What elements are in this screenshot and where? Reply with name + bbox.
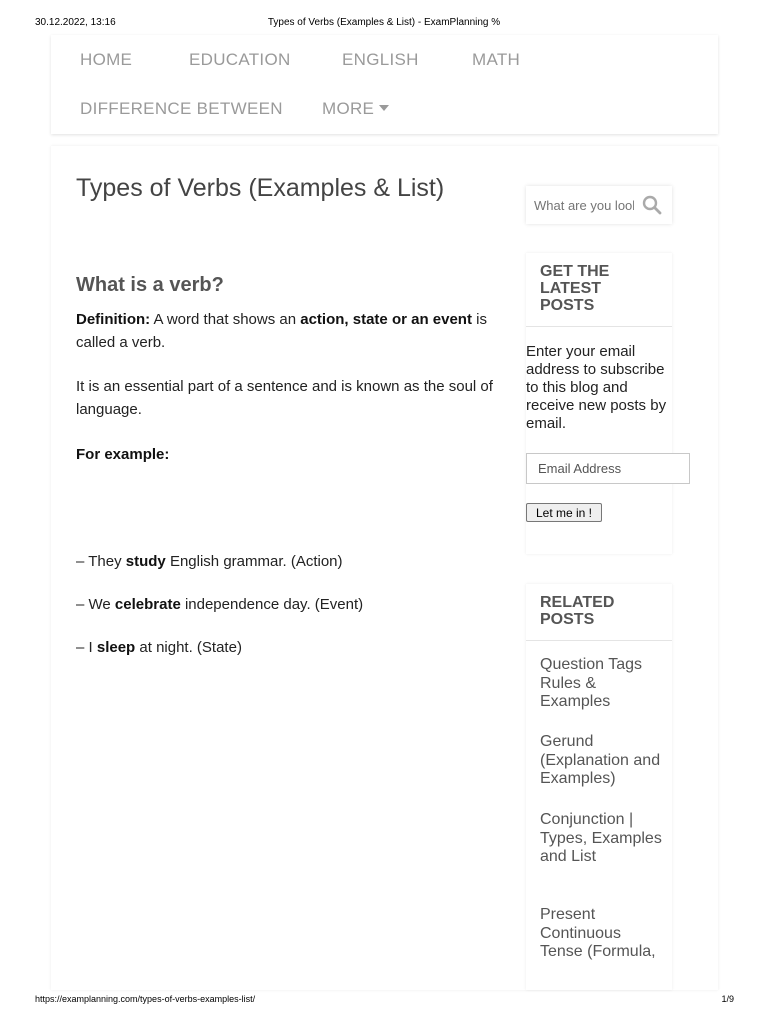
- example-verb: study: [125, 553, 166, 570]
- example-item: [76, 550, 496, 573]
- nav-english[interactable]: ENGLISH: [342, 50, 419, 69]
- example-pre: – We: [76, 596, 115, 613]
- related-title: RELATED POSTS: [526, 584, 672, 641]
- print-header: [0, 17, 768, 31]
- nav-more[interactable]: [322, 99, 389, 119]
- definition-label: Definition:: [76, 311, 151, 328]
- related-link[interactable]: Question Tags Rules & Examples: [540, 656, 642, 710]
- nav-difference-between[interactable]: DIFFERENCE BETWEEN: [80, 99, 283, 118]
- example-post: independence day. (Event): [180, 596, 364, 613]
- subscribe-title: GET THE LATEST POSTS: [526, 253, 672, 327]
- definition-paragraph: [76, 308, 496, 354]
- related-link[interactable]: Gerund (Explanation and Examples): [540, 733, 661, 787]
- print-date: 30.12.2022, 13:16: [35, 17, 116, 28]
- print-footer: [0, 994, 768, 1008]
- subscribe-widget: [526, 253, 672, 554]
- related-link[interactable]: Present Continuous Tense (Formula,: [540, 906, 656, 960]
- print-page-number: 1/9: [721, 994, 734, 1004]
- search-box: [526, 186, 672, 224]
- search-icon[interactable]: [642, 195, 662, 215]
- nav-education[interactable]: EDUCATION: [189, 50, 291, 69]
- nav-home[interactable]: HOME: [80, 50, 133, 69]
- intro-paragraph: It is an essential part of a sentence and is known as the soul of language.: [76, 378, 493, 418]
- email-field[interactable]: [526, 453, 690, 484]
- example-label: [76, 443, 496, 466]
- section-heading: What is a verb?: [76, 274, 224, 296]
- definition-text-2: is called a verb.: [76, 311, 487, 351]
- page-title: Types of Verbs (Examples & List): [76, 174, 445, 202]
- example-pre: – I: [76, 639, 97, 656]
- definition-text-1: A word that shows an: [150, 311, 301, 328]
- caret-down-icon: [379, 105, 389, 111]
- main-navigation: [51, 35, 718, 134]
- example-verb: sleep: [96, 639, 136, 656]
- definition-bold: action, state or an event: [300, 311, 472, 328]
- print-title: Types of Verbs (Examples & List) - ExamPlanning %: [267, 17, 501, 28]
- related-posts-widget: [526, 584, 672, 990]
- example-item: [76, 593, 496, 616]
- subscribe-text: Enter your email address to subscribe to this blog and receive new posts by email.: [526, 343, 667, 432]
- example-pre: – They: [76, 553, 126, 570]
- example-item: [76, 636, 496, 659]
- nav-more-label: MORE: [322, 99, 375, 118]
- example-post: at night. (State): [135, 639, 242, 656]
- example-post: English grammar. (Action): [165, 553, 343, 570]
- nav-math[interactable]: MATH: [472, 50, 521, 69]
- print-url: https://examplanning.com/types-of-verbs-examples-list/: [35, 994, 256, 1004]
- example-verb: celebrate: [114, 596, 181, 613]
- example-label-text: For example:: [76, 446, 170, 463]
- search-input[interactable]: [534, 195, 634, 215]
- related-link[interactable]: Conjunction | Types, Examples and List: [540, 811, 662, 865]
- content-area: [51, 146, 718, 990]
- subscribe-button[interactable]: Let me in !: [526, 503, 602, 522]
